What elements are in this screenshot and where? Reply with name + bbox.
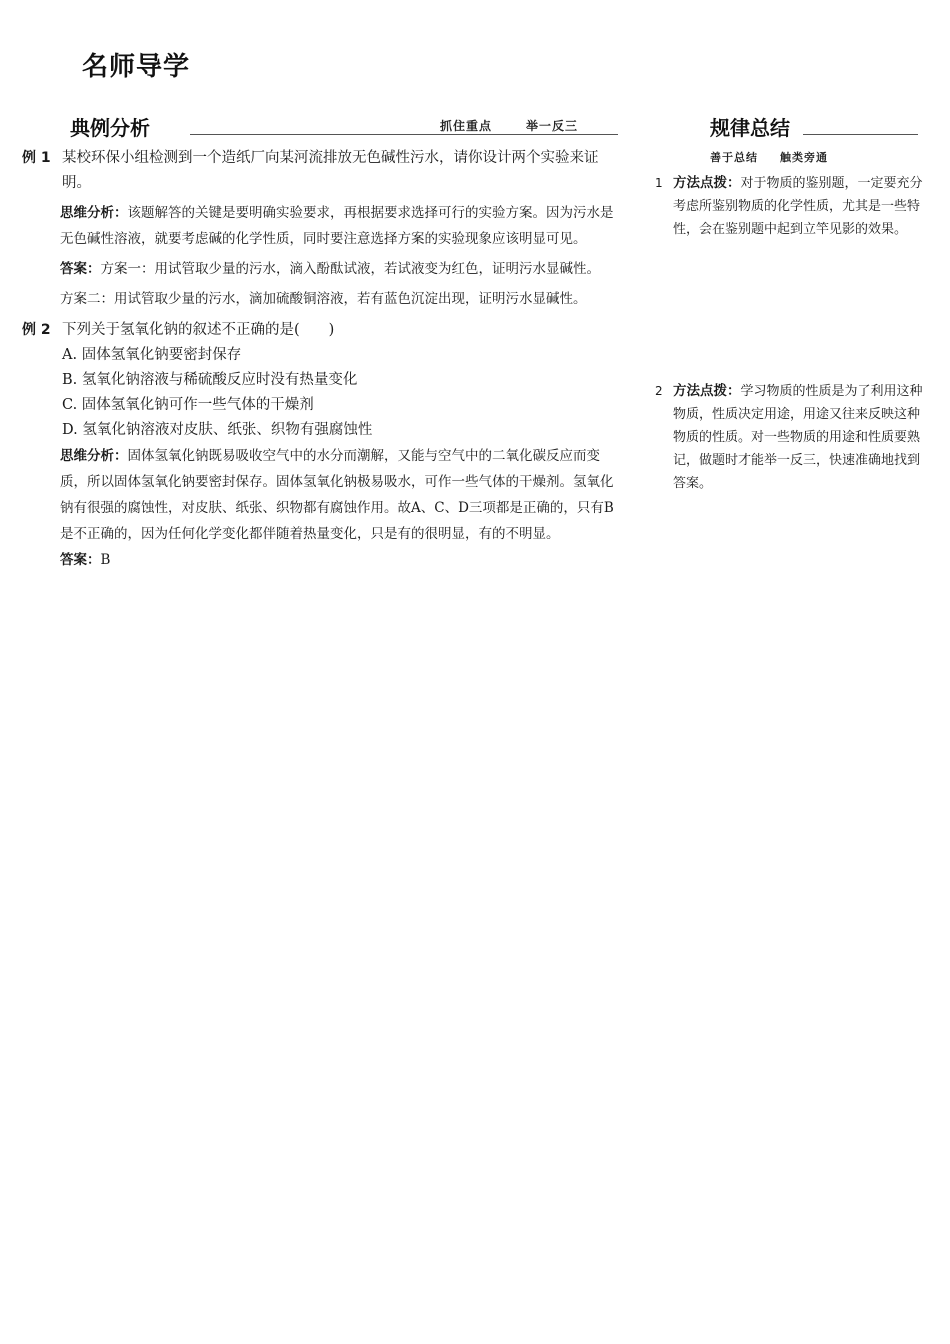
example-2-analysis: [22, 443, 622, 547]
answer-text-2: B: [100, 552, 111, 568]
section-rule-left: [190, 134, 618, 135]
summary-column: [655, 172, 927, 241]
analysis-text-2: 固体氢氧化钠既易吸收空气中的水分而潮解，又能与空气中的二氧化碳反应而变质，所以固体氢氧化钠要密封保存。固体氢氧化钠极易吸水，可作一些气体的干燥剂。氢氧化钠有很强的腐蚀性，对皮肤、纸张、织物都有腐蚀作用。故A、C、D三项都是正确的，只有B是不正确的，因为任何化学变化都伴随着热量变化，只是有的很明显，有的不明显。: [60, 448, 614, 542]
tip-2: [655, 380, 927, 495]
option-d: D. 氢氧化钠溶液对皮肤、纸张、织物有强腐蚀性: [62, 422, 373, 438]
tip-1-label: 方法点拨：: [673, 175, 741, 191]
brand-title: 名师导学: [82, 52, 191, 82]
tagline-left-2: 举一反三: [526, 119, 579, 133]
section-tagline-left: [440, 117, 578, 134]
section-rule-right: [803, 134, 918, 135]
tip-2-number: 2: [655, 384, 663, 398]
section-tagline-right: [710, 149, 828, 165]
option-a: A. 固体氢氧化钠要密封保存: [62, 347, 242, 363]
example-2: [22, 318, 622, 443]
analysis-column: [22, 146, 622, 573]
tagline-right-2: 触类旁通: [780, 151, 828, 164]
tip-1: [655, 172, 927, 241]
analysis-label-2: 思维分析：: [60, 448, 128, 464]
summary-column-2: [655, 380, 927, 495]
example-1-question: 某校环保小组检测到一个造纸厂向某河流排放无色碱性污水，请你设计两个实验来证明。: [62, 150, 599, 191]
tip-1-number: 1: [655, 176, 663, 190]
example-1-answer: [22, 256, 622, 282]
analysis-text: 该题解答的关键是要明确实验要求，再根据要求选择可行的实验方案。因为污水是无色碱性溶液，就要考虑碱的化学性质，同时要注意选择方案的实验现象应该明显可见。: [60, 205, 614, 247]
tip-1-text: 对于物质的鉴别题，一定要充分考虑所鉴别物质的化学性质，尤其是一些特性，会在鉴别题中起到立竿见影的效果。: [673, 176, 923, 237]
option-b: B. 氢氧化钠溶液与稀硫酸反应时没有热量变化: [62, 372, 358, 388]
answer-label: 答案：: [60, 261, 101, 277]
tip-2-text: 学习物质的性质是为了利用这种物质，性质决定用途，用途又往来反映这种物质的性质。对一些物质的用途和性质要熟记，做题时才能举一反三，快速准确地找到答案。: [673, 384, 923, 491]
section-title-summary: 规律总结: [710, 116, 790, 140]
example-2-question: 下列关于氢氧化钠的叙述不正确的是( ): [62, 322, 335, 338]
tagline-right-1: 善于总结: [710, 151, 758, 164]
example-2-answer: [22, 547, 622, 573]
example-1-answer-2: 方案二：用试管取少量的污水，滴加硫酸铜溶液，若有蓝色沉淀出现，证明污水显碱性。: [60, 291, 587, 307]
option-c: C. 固体氢氧化钠可作一些气体的干燥剂: [62, 397, 314, 413]
section-title-analysis: 典例分析: [70, 116, 150, 140]
analysis-label: 思维分析：: [60, 205, 128, 221]
tagline-left-1: 抓住重点: [440, 119, 493, 133]
tip-2-label: 方法点拨：: [673, 383, 741, 399]
example-1: [22, 146, 622, 196]
example-1-analysis: [22, 200, 622, 252]
example-2-label: 例 2: [22, 322, 51, 338]
example-1-label: 例 1: [22, 150, 51, 166]
answer-text-1: 方案一：用试管取少量的污水，滴入酚酞试液，若试液变为红色，证明污水显碱性。: [100, 261, 600, 277]
answer-label-2: 答案：: [60, 552, 101, 568]
